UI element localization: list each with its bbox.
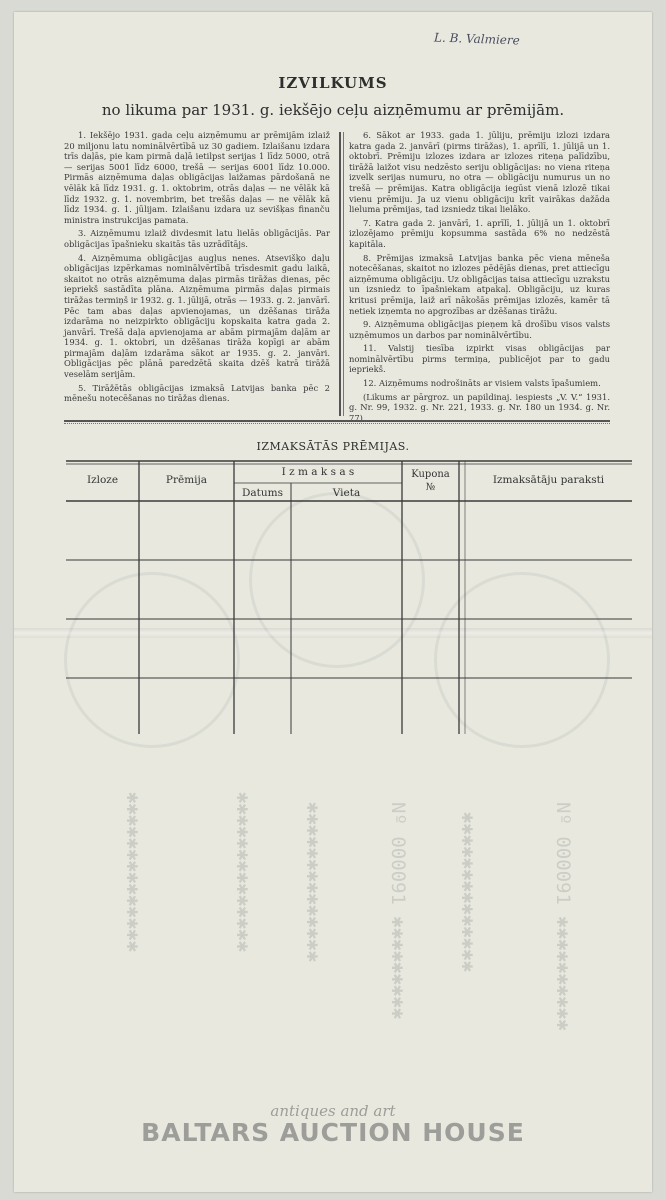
header-izmaksas: I z m a k s a s (281, 466, 355, 478)
header-premija: Prēmija (165, 474, 208, 486)
article-4: 4. Aizņēmuma obligācijas augļus nenes. Atsevišķo daļu obligācijas izpērkamas nominālvērtībā trīsdesmit gadu laikā, skaitot no otrās aizņēmuma daļas pirmās tirāžas dienas, pēc iepriekš sastādīta plāna. Aizņēmuma pirmās daļas pirmais tirāžas termiņš ir 1932. g. 1. jūlijā, otrās — 1933. g. 2. janvārī. Pēc tam abas daļas apvienojamas, un dzēšanas tirāža izdarāma no neizpirkto obligāciju kopskaita katra gada 2. janvārī. Trešā daļa apvienojama ar abām pirmajām daļām ar 1934. g. 1. oktobri, un dzēšanas tirāža kopīgi ar abām pirmajām daļām izdarāma sākot ar 1935. g. 2. janvāri. Obligācijas pēc plānā paredzētā skaita dzēš katrā tirāžā veselām serijām. (64, 252, 330, 380)
page-subtitle: no likuma par 1931. g. iekšējo ceļu aizņēmumu ar prēmijām. (101, 101, 565, 119)
section-rule (64, 420, 610, 422)
section-rule-dotted (64, 423, 610, 424)
show-through-text: ✱✱✱✱✱✱✱✱✱✱✱✱✱✱ (457, 812, 479, 973)
page-title: IZVILKUMS (278, 74, 388, 92)
show-through-text: ✱✱✱✱✱✱✱✱✱✱✱✱✱✱ (122, 792, 144, 953)
premium-table-title: IZMAKSĀTĀS PRĒMIJAS. (256, 440, 410, 453)
articles-left-column (64, 130, 330, 407)
header-kupona-no: № (425, 482, 436, 493)
article-11: 11. Valstij tiesība izpirkt visas obligācijas par nominālvērtību pirms termiņa, publicējot par to gadu iepriekš. (349, 343, 610, 375)
handwritten-note: L. B. Valmiere (433, 30, 520, 48)
auction-watermark (14, 1102, 652, 1147)
article-3: 3. Aizņēmumu izlaiž divdesmit latu lielās obligācijās. Par obligācijas īpašnieku skaitās tās uzrādītājs. (64, 228, 330, 249)
article-7: 7. Katra gada 2. janvārī, 1. aprīlī, 1. jūlijā un 1. oktobrī izlozējamo prēmiju kopsumma sastāda 6% no nedzēstā kapitāla. (349, 217, 610, 249)
article-5: 5. Tirāžētās obligācijas izmaksā Latvijas banka pēc 2 mēnešu notecēšanas no tirāžas dienas. (64, 382, 330, 404)
article-8: 8. Prēmijas izmaksā Latvijas banka pēc viena mēneša notecēšanas, skaitot no izlozes pēdējās dienas, pret attiecīgu aizņēmuma obligāciju. Uz obligācijas taisa attiecīgu uzrakstu un izsniedz to īpašniekam atpakaļ. Obligāciju, uz kuras kritusi prēmija, laiž arī nākošās prēmijas izlozēs, kamēr tā netiek izņemta no apgrozības ar dzēšanas tirāžu. (349, 252, 610, 316)
show-through-text: ✱✱✱✱✱✱✱✱✱✱✱✱✱✱ (232, 792, 254, 953)
show-through-text: Nº 000091 ✱✱✱✱✱✱✱✱✱✱ (552, 802, 574, 1031)
header-kupona: Kupona (411, 469, 450, 480)
law-reference: (Likums ar pārgroz. un papildinaj. iespiests „V. V.“ 1931. g. Nr. 99, 1932. g. Nr. 221, 1933. g. Nr. 180 un 1934. g. Nr. 77). (349, 391, 610, 423)
column-divider (339, 132, 344, 416)
article-1: 1. Iekšējo 1931. gada ceļu aizņēmumu ar prēmijām izlaiž 20 miljonu latu nominālvērtībā uz 30 gadiem. Izlaišanu izdara trīs daļās, pie kam pirmā daļā ietilpst serijas 1 līdz 5000, otrā — serijas 5001 līdz 6000, trešā — serijas 6001 līdz 10.000. Pirmās aizņēmuma daļas obligācijas laižamas pārdošanā ne vēlāk kā līdz 1931. g. 1. oktobrim, otrās daļas — ne vēlāk kā līdz 1932. g. 1. novembrim, bet trešās daļas — ne vēlāk kā līdz 1934. g. 1. jūlijam. Izlaišanu izdara uz sevišķas finanču ministra instrukcijas pamata. (64, 130, 330, 225)
article-9: 9. Aizņēmuma obligācijas pieņem kā drošību visos valsts uzņēmumos un darbos par nominālvērtību. (349, 319, 610, 340)
document-sheet (14, 12, 652, 1192)
header-datums: Datums (241, 487, 283, 499)
header-paraksti: Izmaksātāju paraksti (492, 474, 605, 486)
article-12: 12. Aizņēmums nodrošināts ar visiem valsts īpašumiem. (363, 378, 601, 389)
show-through-text: ✱✱✱✱✱✱✱✱✱✱✱✱✱✱ (302, 802, 324, 963)
watermark-tagline: antiques and art (270, 1102, 396, 1120)
law-articles (64, 130, 610, 423)
table-grid-lines (66, 459, 632, 734)
header-izloze: Izloze (86, 474, 119, 486)
header-vieta: Vieta (332, 487, 361, 499)
watermark-brand: BALTARS AUCTION HOUSE (141, 1118, 525, 1147)
premium-payout-table (66, 459, 632, 734)
articles-right-column (349, 130, 610, 426)
show-through-text: Nº 000091 ✱✱✱✱✱✱✱✱✱ (387, 802, 409, 1020)
article-6: 6. Sākot ar 1933. gada 1. jūliju, prēmiju izlozi izdara katra gada 2. janvārī (pirms tirāžas), 1. aprīlī, 1. jūlijā un 1. oktobrī. Prēmiju izlozes izdara ar izlozes riteņa palīdzību, tirāžā laižot visu nedzēsto seriju obligācijas: no viena riteņa izvelk serijas numuru, no otra — obligāciju numurus un no trešā — prēmijas. Katra obligācija iegūst vienā izlozē tikai vienu prēmiju. Ja uz vienu obligāciju krīt vairākas dažāda lieluma prēmijas, tad izsniedz tikai lielāko. (349, 130, 610, 215)
